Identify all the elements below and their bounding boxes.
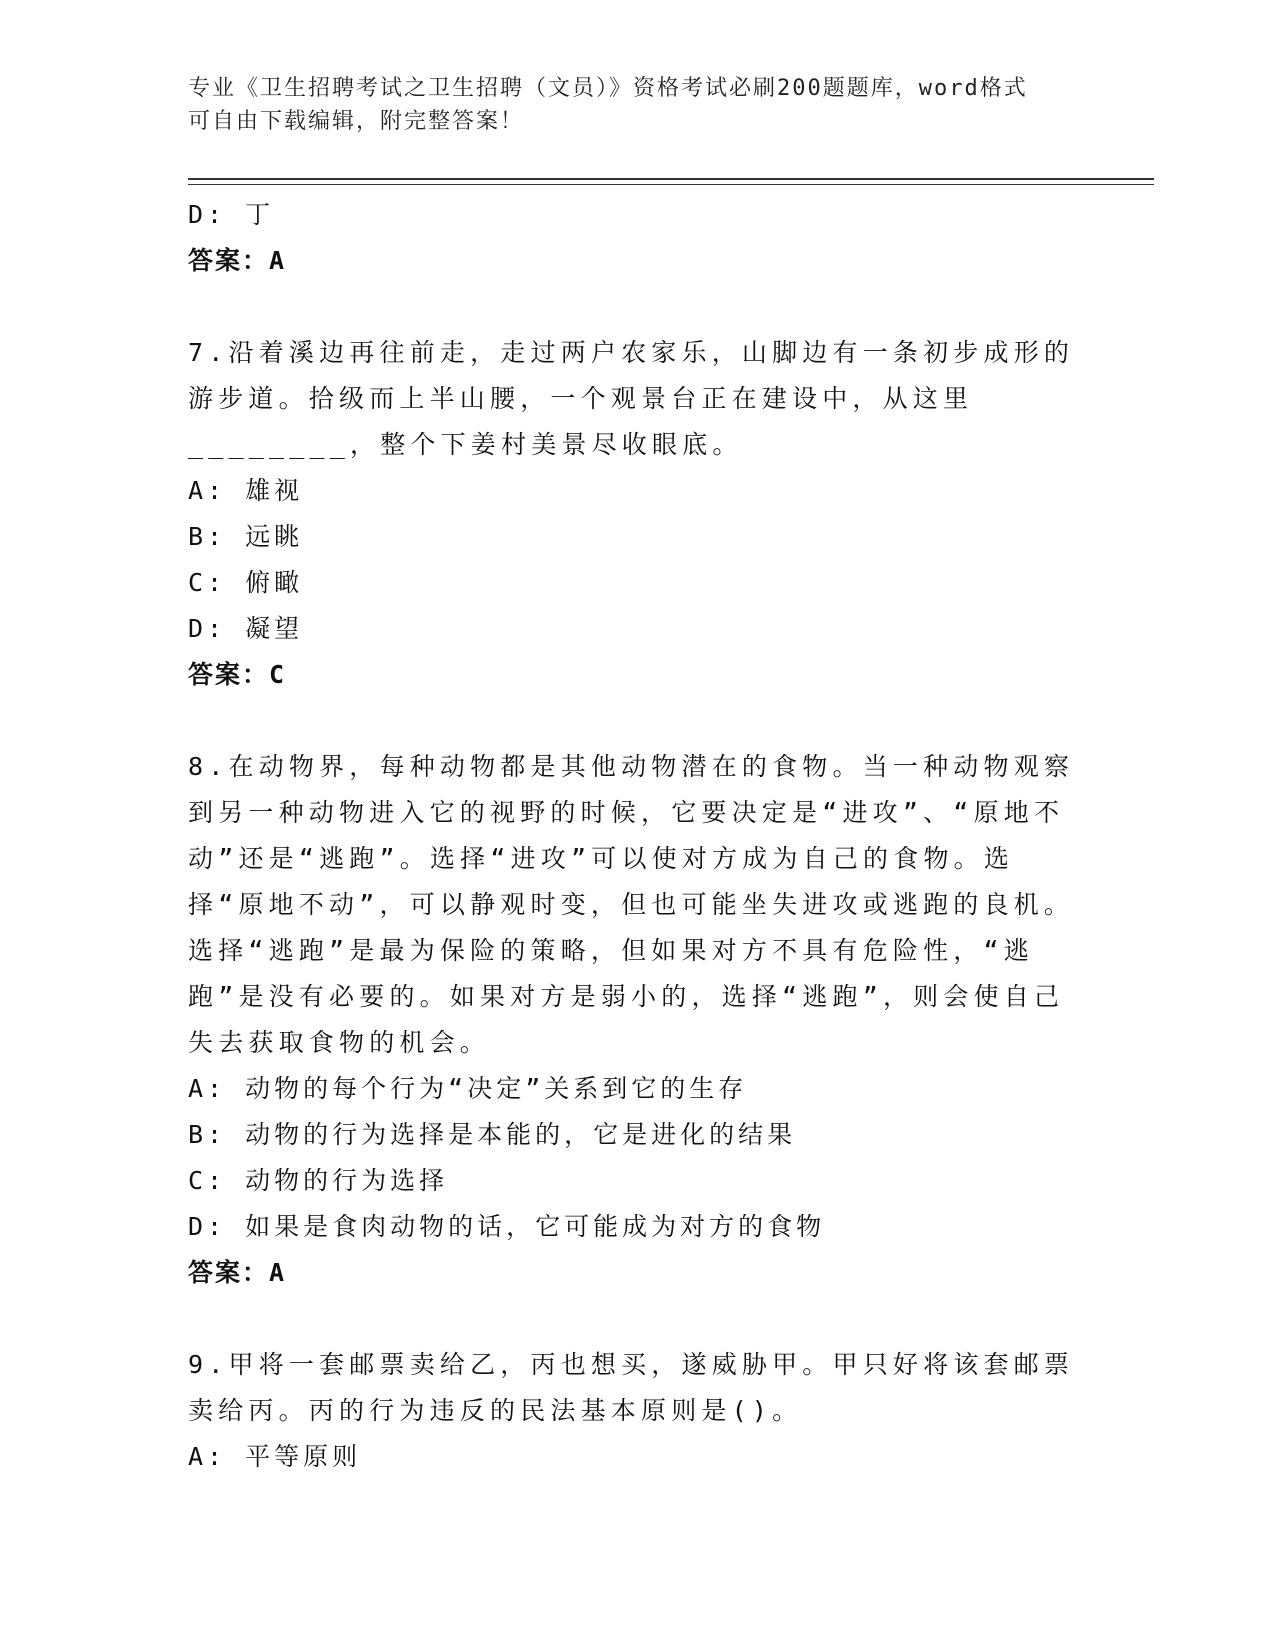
prev-answer: 答案：A — [188, 246, 287, 275]
question-8-answer: 答案：A — [188, 1258, 287, 1287]
prev-option-d: D: 丁 — [188, 200, 275, 229]
question-9-option-a: A: 平等原则 — [188, 1442, 362, 1471]
question-8-option-b: B: 动物的行为选择是本能的，它是进化的结果 — [188, 1120, 797, 1149]
question-9-text: 9.甲将一套邮票卖给乙，丙也想买，遂威胁甲。甲只好将该套邮票卖给丙。丙的行为违反的民法基本原则是()。 — [188, 1350, 1075, 1425]
question-8-option-d: D: 如果是食肉动物的话，它可能成为对方的食物 — [188, 1212, 826, 1241]
question-content — [188, 192, 1078, 1480]
question-8-option-c: C: 动物的行为选择 — [188, 1166, 449, 1195]
header-line-1: 专业《卫生招聘考试之卫生招聘（文员）》资格考试必刷200题题库，word格式 — [188, 76, 1028, 101]
question-7-answer: 答案：C — [188, 660, 287, 689]
question-7-option-b: B: 远眺 — [188, 522, 304, 551]
question-7-option-c: C: 俯瞰 — [188, 568, 304, 597]
spacer — [188, 698, 1078, 744]
spacer — [188, 1296, 1078, 1342]
header-divider-thick — [188, 178, 1154, 180]
spacer — [188, 284, 1078, 330]
question-7-option-d: D: 凝望 — [188, 614, 304, 643]
document-header — [188, 72, 1068, 138]
header-line-2: 可自由下载编辑，附完整答案！ — [188, 109, 525, 134]
header-divider-thin — [188, 184, 1154, 185]
question-7-text: 7.沿着溪边再往前走，走过两户农家乐，山脚边有一条初步成形的游步道。拾级而上半山腰，一个观景台正在建设中，从这里________，整个下姜村美景尽收眼底。 — [188, 338, 1075, 459]
question-7-option-a: A: 雄视 — [188, 476, 304, 505]
question-7 — [188, 330, 1078, 698]
question-9 — [188, 1342, 1078, 1480]
question-8-option-a: A: 动物的每个行为“决定”关系到它的生存 — [188, 1074, 748, 1103]
question-8-text: 8.在动物界，每种动物都是其他动物潜在的食物。当一种动物观察到另一种动物进入它的视野的时候，它要决定是“进攻”、“原地不动”还是“逃跑”。选择“进攻”可以使对方成为自己的食物。选择“原地不动”，可以静观时变，但也可能坐失进攻或逃跑的良机。选择“逃跑”是最为保险的策略，但如果对方不具有危险性，“逃跑”是没有必要的。如果对方是弱小的，选择“逃跑”，则会使自己失去获取食物的机会。 — [188, 752, 1075, 1057]
question-8 — [188, 744, 1078, 1296]
